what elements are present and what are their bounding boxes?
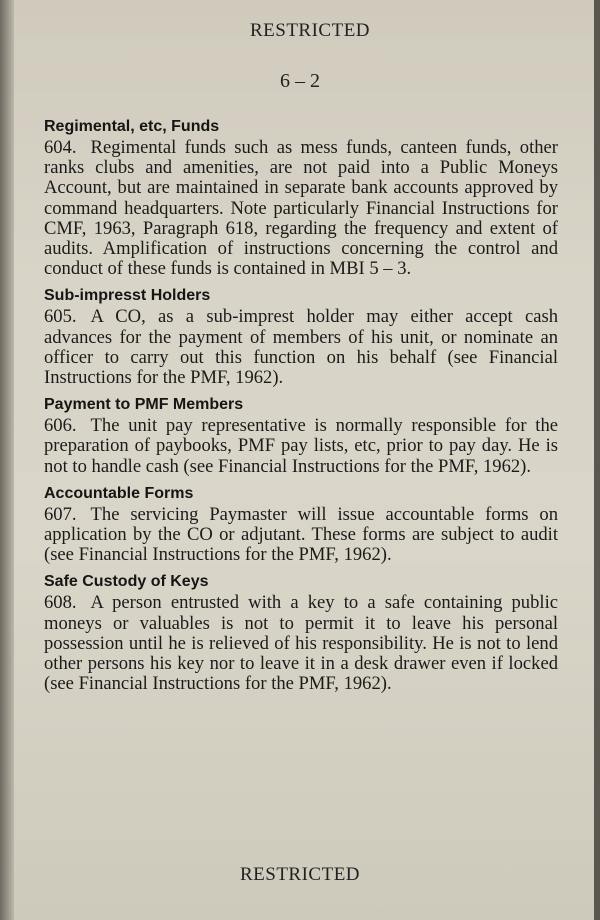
section-heading: Safe Custody of Keys	[44, 573, 209, 591]
section-heading: Sub-impresst Holders	[44, 287, 211, 305]
paragraph-number: 607.	[44, 503, 77, 525]
paragraph-number: 606.	[44, 415, 77, 437]
paragraph-number: 604.	[44, 137, 77, 158]
section-accountable-forms	[44, 485, 558, 566]
paragraph	[44, 593, 558, 694]
security-marking-top: RESTRICTED	[249, 20, 371, 41]
paragraph	[44, 138, 558, 279]
paragraph-text: Regimental funds such as mess funds, canteen funds, other ranks clubs and amenities, are not paid into a Public Moneys Account, but are maintained in separate bank accounts approved by command headquarters. Note particularly Financial Instructions for CMF, 1963, Paragraph 618, regarding the frequency and extent of audits. Amplification of instructions concerning the control and conduct of these funds is contained in MBI 5 – 3.	[44, 137, 558, 280]
section-regimental-funds	[44, 118, 558, 279]
section-heading: Regimental, etc, Funds	[44, 118, 220, 135]
paragraph-text: The unit pay representative is normally responsible for the preparation of paybooks, PMF pay lists, etc, prior to pay day. He is not to handle cash (see Financial Instructions for the PMF, 1962).	[44, 415, 558, 477]
section-sub-imprest-holders	[44, 287, 558, 388]
paragraph	[44, 307, 558, 388]
section-heading: Accountable Forms	[44, 484, 194, 502]
section-heading: Payment to PMF Members	[44, 396, 244, 414]
paragraph-number: 608.	[44, 592, 77, 614]
paragraph-number: 605.	[44, 306, 77, 328]
security-marking-bottom: RESTRICTED	[239, 864, 361, 885]
paragraph	[44, 505, 558, 566]
paragraph-text: A CO, as a sub-imprest holder may either accept cash advances for the payment of members of his unit, or nominate an officer to carry out this function on his behalf (see Financial Instructions for the PMF, 1962).	[44, 306, 558, 389]
document-body	[44, 118, 558, 702]
section-payment-to-pmf-members	[44, 396, 558, 477]
paragraph-text: A person entrusted with a key to a safe containing public moneys or valuables is not to permit it to leave his personal possession until he is relieved of his responsibility. He is not to lend other persons his key nor to leave it in a desk drawer even if locked (see Financial Instructions for the PMF, 1962).	[44, 592, 558, 695]
page-number: 6 – 2	[280, 70, 320, 92]
paragraph	[44, 416, 558, 477]
paragraph-text: The servicing Paymaster will issue accountable forms on application by the CO or adjutant. These forms are subject to audit (see Financial Instructions for the PMF, 1962).	[44, 503, 558, 566]
section-safe-custody-of-keys	[44, 573, 558, 694]
